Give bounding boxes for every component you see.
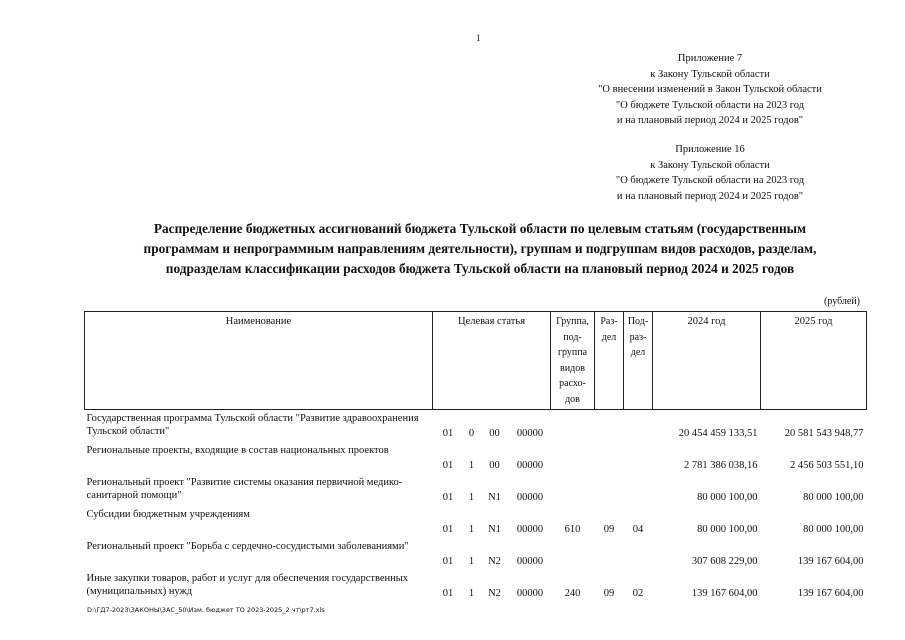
row-code-direction: 00000 (516, 524, 544, 535)
header-subsection-line: раз- (629, 331, 647, 343)
units-label: (рублей) (824, 296, 861, 307)
header-section-line: дел (601, 331, 617, 343)
row-group (551, 538, 595, 570)
row-section (595, 442, 624, 474)
row-name: Региональный проект "Борьба с сердечно-сосудистыми заболеваниями" (86, 541, 409, 552)
title-line: Распределение бюджетных ассигнований бюджета Тульской области по целевым статьям (государственным (153, 221, 807, 236)
document-title (60, 219, 900, 279)
table-row (85, 442, 867, 474)
row-amount-2024: 2 781 386 038,16 (684, 460, 758, 471)
appendix-16-line: "О бюджете Тульской области на 2023 год (615, 175, 805, 186)
row-code-program: 01 (442, 524, 454, 535)
row-code-direction: 00000 (516, 556, 544, 567)
row-code-program: 01 (442, 428, 454, 439)
appendix-7-line: "О бюджете Тульской области на 2023 год (615, 99, 805, 111)
row-code-project: 00 (489, 428, 500, 439)
appendix-7-line: и на плановый период 2024 и 2025 годов" (616, 115, 804, 126)
row-section (595, 410, 624, 443)
table-row (85, 538, 867, 570)
row-group (551, 474, 595, 506)
row-group: 240 (564, 588, 581, 599)
row-code-direction: 00000 (516, 428, 544, 439)
row-amount-2025: 139 167 604,00 (797, 556, 864, 567)
row-code-program: 01 (442, 492, 454, 503)
table-header-row (85, 312, 867, 410)
title-line: подразделам классификации расходов бюджета Тульской области на плановый период 2024 и 2025 годов (165, 261, 795, 276)
header-subsection (624, 312, 653, 410)
row-group (551, 442, 595, 474)
row-amount-2025: 80 000 100,00 (803, 524, 864, 535)
header-name: Наименование (85, 312, 433, 410)
table-row (85, 506, 867, 538)
table-row (85, 570, 867, 602)
appendix-16-header (560, 142, 860, 204)
row-code-project: N1 (488, 524, 501, 535)
row-code-type: 1 (468, 524, 475, 535)
row-name: Региональные проекты, входящие в состав национальных проектов (86, 445, 389, 456)
table-row (85, 474, 867, 506)
row-amount-2025: 20 581 543 948,77 (784, 428, 864, 439)
header-group-line: видов (560, 362, 585, 374)
row-subsection: 04 (632, 524, 644, 535)
row-amount-2024: 80 000 100,00 (697, 492, 758, 503)
appendix-16-line: к Закону Тульской области (650, 159, 770, 171)
appendix-7-header (560, 51, 860, 129)
row-code-type: 1 (468, 460, 475, 471)
row-section: 09 (603, 524, 615, 535)
title-line: программам и непрограммным направлениям деятельности), группам и подгруппам видов расходов, разделам, (143, 241, 817, 256)
row-name: Региональный проект "Развитие системы оказания первичной медико-санитарной помощи" (86, 477, 403, 501)
row-section (595, 538, 624, 570)
row-code-direction: 00000 (516, 460, 544, 471)
header-group-line: Группа, (556, 316, 589, 327)
header-year-2024: 2024 год (653, 312, 761, 410)
row-code-type: 1 (468, 492, 475, 503)
row-code-program: 01 (442, 460, 454, 471)
row-code-project: N2 (488, 588, 501, 599)
row-subsection (624, 538, 653, 570)
header-group-line: дов (565, 393, 580, 405)
row-code-type: 0 (468, 428, 475, 439)
budget-table (84, 311, 867, 602)
row-section (595, 474, 624, 506)
file-path-footer: D:\ГД7-2023\ЗАКОНЫ\ЗАС_50\Изм. бюджет ТО 2023-2025_2 чт\рт7.xls (87, 606, 325, 614)
row-code-direction: 00000 (516, 492, 544, 503)
header-subsection-line: Под- (627, 316, 649, 327)
appendix-16-line: Приложение 16 (675, 144, 745, 155)
row-amount-2024: 307 608 229,00 (691, 556, 758, 567)
row-section: 09 (603, 588, 615, 599)
row-code-program: 01 (442, 556, 454, 567)
row-subsection (624, 442, 653, 474)
row-group (551, 410, 595, 443)
row-name: Иные закупки товаров, работ и услуг для обеспечения государственных (муниципальных) нужд (86, 573, 409, 597)
page-number: 1 (476, 33, 481, 43)
row-code-project: 00 (489, 460, 500, 471)
row-code-program: 01 (442, 588, 454, 599)
row-amount-2025: 2 456 503 551,10 (790, 460, 864, 471)
row-amount-2024: 139 167 604,00 (691, 588, 758, 599)
appendix-7-line: Приложение 7 (677, 53, 743, 64)
row-code-direction: 00000 (516, 588, 544, 599)
row-name: Субсидии бюджетным учреждениям (86, 509, 250, 520)
row-subsection: 02 (632, 588, 644, 599)
header-group-line: под- (563, 331, 582, 343)
table-row (85, 410, 867, 443)
header-group-line: группа (557, 347, 588, 358)
row-subsection (624, 474, 653, 506)
row-code-project: N1 (488, 492, 501, 503)
header-year-2025: 2025 год (761, 312, 867, 410)
row-group: 610 (564, 524, 581, 535)
header-subsection-line: дел (630, 347, 646, 358)
header-group-line: расхо- (559, 378, 586, 389)
row-amount-2025: 80 000 100,00 (803, 492, 864, 503)
row-subsection (624, 410, 653, 443)
header-section-line: Раз- (600, 316, 618, 327)
appendix-7-line: к Закону Тульской области (650, 68, 770, 80)
row-amount-2024: 80 000 100,00 (697, 524, 758, 535)
header-group (551, 312, 595, 410)
row-name: Государственная программа Тульской области "Развитие здравоохранения Тульской области" (86, 413, 419, 437)
row-amount-2024: 20 454 459 133,51 (678, 428, 758, 439)
appendix-7-line: "О внесении изменений в Закон Тульской области (598, 84, 822, 95)
appendix-16-line: и на плановый период 2024 и 2025 годов" (616, 190, 804, 202)
row-code-project: N2 (488, 556, 501, 567)
header-target-article: Целевая статья (433, 312, 551, 410)
row-amount-2025: 139 167 604,00 (797, 588, 864, 599)
row-code-type: 1 (468, 588, 475, 599)
header-section (595, 312, 624, 410)
row-code-type: 1 (468, 556, 475, 567)
